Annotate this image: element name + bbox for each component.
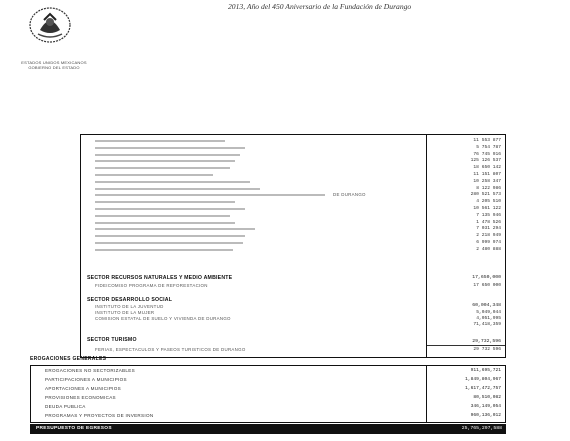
row-label: FERIAS, ESPECTACULOS Y PASEOS TURISTICOS DE DURANGO: [95, 347, 246, 352]
row-value: 346,149,054: [470, 404, 501, 409]
total-label: PRESUPUESTO DE EGRESOS: [36, 426, 112, 431]
row-value: 11 151 807: [473, 172, 501, 177]
table-row: [31, 367, 505, 376]
total-bar: [30, 424, 506, 434]
table-row: [81, 321, 505, 330]
row-value: 1 478 526: [476, 219, 501, 225]
row-label: DEUDA PUBLICA: [45, 404, 86, 409]
table-row: [81, 282, 505, 291]
sector-total: 17,650,000: [472, 275, 501, 280]
illegible-label: [95, 181, 250, 183]
row-value: 10 561 122: [473, 206, 501, 211]
row-label: PROGRAMAS Y PROYECTOS DE INVERSION: [45, 413, 154, 418]
illegible-label: [95, 188, 260, 190]
row-value: 4,051,995: [476, 316, 501, 321]
header-motto: 2013, Año del 450 Aniversario de la Fundación de Durango: [228, 2, 412, 11]
row-value: 960,136,012: [470, 413, 501, 418]
row-value: 5 754 787: [476, 144, 501, 150]
sector-title: SECTOR TURISMO: [87, 337, 137, 343]
illegible-label: [95, 174, 213, 176]
seal-caption-line-2: GOBIERNO DEL ESTADO: [28, 65, 80, 70]
illegible-label: [95, 235, 245, 237]
row-value: 1,617,472,757: [465, 386, 501, 391]
row-value: 29 732 596: [473, 347, 501, 352]
row-value: 5,049,044: [476, 310, 501, 315]
sector-total: 29,732,596: [472, 339, 501, 344]
illegible-label: [95, 140, 225, 142]
row-label: INSTITUTO DE LA JUVENTUD: [95, 304, 164, 309]
row-value: 7 135 946: [476, 212, 501, 218]
illegible-label: [95, 249, 233, 251]
illegible-label: [95, 194, 325, 196]
table-row: [81, 246, 505, 255]
table-row: [31, 385, 505, 394]
table-row: [31, 403, 505, 412]
illegible-label: [95, 228, 255, 230]
row-label: PROVISIONES ECONOMICAS: [45, 395, 116, 400]
row-value: 4 205 510: [476, 199, 501, 205]
row-label: COMISION ESTATAL DE SUELO Y VIVIENDA DE DURANGO: [95, 316, 231, 321]
illegible-label: [95, 201, 235, 203]
illegible-label: [95, 154, 240, 156]
row-value: 1,849,804,967: [465, 377, 501, 382]
illegible-label: [95, 215, 230, 217]
row-value: 280 521 573: [470, 192, 501, 198]
row-value: 6 999 974: [476, 240, 501, 245]
erogaciones-table: [30, 365, 506, 423]
seal-caption-line-1: ESTADOS UNIDOS MEXICANOS: [21, 60, 87, 65]
row-value: 10 258 347: [473, 178, 501, 184]
row-value: 11 553 877: [473, 138, 501, 143]
row-value: 2 480 888: [476, 246, 501, 252]
row-value: 18 650 142: [473, 165, 501, 171]
row-label: EROGACIONES NO SECTORIZABLES: [45, 368, 135, 373]
sector-title: SECTOR DESARROLLO SOCIAL: [87, 297, 173, 303]
row-label: FIDEICOMISO PROGRAMA DE REFORESTACION: [95, 283, 208, 288]
row-value: 76 745 916: [473, 151, 501, 157]
row-value: 125 126 537: [470, 158, 501, 164]
illegible-label: [95, 147, 245, 149]
total-value: 25,765,297,588: [461, 426, 502, 431]
row-value: 8 122 986: [476, 185, 501, 191]
row-value: 7 031 294: [476, 226, 501, 232]
table-row: [31, 376, 505, 385]
row-label: DE DURANGO: [333, 192, 366, 198]
illegible-label: [95, 208, 245, 210]
illegible-label: [95, 242, 243, 244]
erogaciones-title: EROGACIONES GENERALES: [30, 356, 107, 362]
row-label: APORTACIONES A MUNICIPIOS: [45, 386, 121, 391]
sector-total: 60,004,348: [472, 303, 501, 308]
table-row: [31, 412, 505, 421]
row-value: 80,510,082: [473, 395, 501, 400]
table-row: [31, 394, 505, 403]
illegible-label: [95, 160, 235, 162]
budget-table: [80, 134, 506, 358]
row-label: PARTICIPACIONES A MUNICIPIOS: [45, 377, 127, 382]
illegible-label: [95, 222, 235, 224]
row-value: 2 218 949: [476, 233, 501, 239]
illegible-label: [95, 167, 230, 169]
row-label: INSTITUTO DE LA MUJER: [95, 310, 155, 315]
row-value: 17 650 000: [473, 283, 501, 288]
table-row: [81, 346, 505, 355]
row-value: 71,418,359: [473, 322, 501, 327]
seal-caption: [0, 60, 108, 70]
row-value: 911,695,721: [470, 368, 501, 373]
government-seal-logo: [28, 6, 72, 44]
sector-title: SECTOR RECURSOS NATURALES Y MEDIO AMBIENTE: [87, 275, 233, 281]
